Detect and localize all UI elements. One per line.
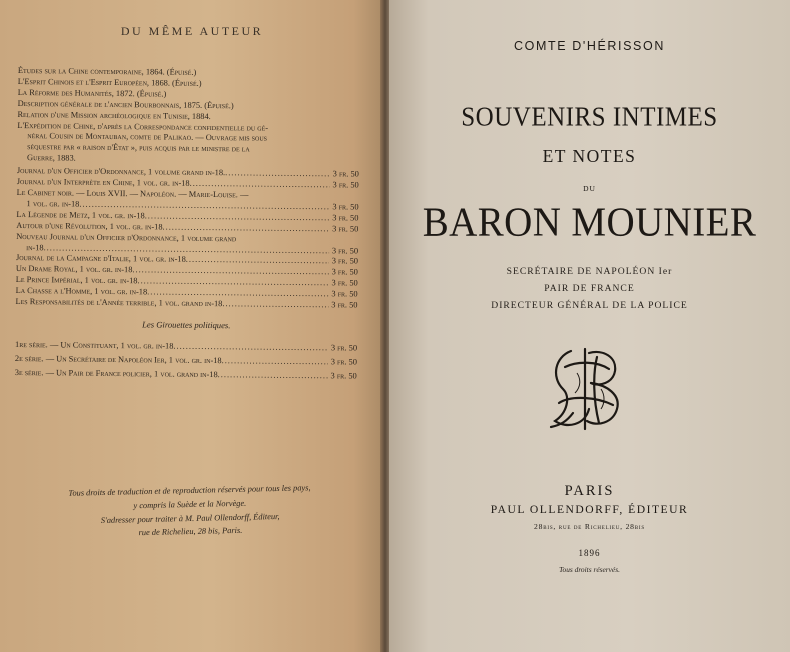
title-line-3: DU [583,184,596,193]
work-price: 3 fr. 50 [330,357,357,367]
legal-line: y compris la Suède et la Norvège. [133,498,247,511]
work-price: 3 fr. 50 [331,256,359,266]
work-entry: Le Cabinet noir. — Louis XVII. — Napoléon. — Marie-Louise. — [16,187,249,200]
work-entry: séquestre par « raison d'État », puis acquis par le ministre de la [27,142,250,154]
work-price: 3 fr. 50 [331,278,358,288]
work-price: 3 fr. 50 [332,223,359,234]
work-entry: Nouveau Journal d'un Officier d'Ordonnance, 1 volume grand [16,231,237,243]
publication-year: 1896 [578,548,601,558]
work-title: Un Drame Royal, 1 vol. gr. in-18 [15,264,133,275]
work-entry: L'Esprit Chinois et l'Esprit Européen, 1868. (Épuisé.) [17,76,202,88]
work-entry [15,297,357,311]
work-title: in-18 [26,242,44,252]
leader-dots [222,299,328,311]
work-price: 3 fr. 50 [332,180,359,190]
subtitle-line-1: SECRÉTAIRE DE NAPOLÉON Ier [506,266,673,277]
work-price: 3 fr. 50 [330,343,358,353]
subtitle-line-2: PAIR DE FRANCE [544,283,635,294]
work-price: 3 fr. 50 [331,267,358,277]
work-price: 3 fr. 50 [332,213,359,223]
work-price: 3 fr. 50 [332,169,359,179]
work-entry: L'Expédition de Chine, d'après la Correspondance confidentielle du gé- [17,120,269,133]
work-entry [15,368,357,382]
work-title: 1 vol. gr. in-18 [26,198,80,209]
work-entry: Description générale de l'ancien Bourbonnais, 1875. (Épuisé.) [17,98,234,110]
legal-notice [19,480,360,543]
author-name: COMTE D'HÉRISSON [514,39,665,53]
leader-dots [173,342,328,355]
work-title: La Chasse a l'Homme, 1 vol. gr. in-18 [15,286,148,297]
left-page [0,0,384,652]
subtitle-line-3: DIRECTEUR GÉNÉRAL DE LA POLICE [491,300,688,311]
work-entry: Relation d'une Mission archéologique en Tunisie, 1884. [17,109,211,121]
legal-line: Tous droits de traduction et de reproduction réservés pour tous les pays, [68,483,311,498]
work-entry: Guerre, 1883. [26,153,76,163]
rights-notice: Tous droits réservés. [559,565,620,574]
work-entry: Études sur la Chine contemporaine, 1864. (Épuisé.) [17,66,197,77]
publisher-name: PAUL OLLENDORFF, ÉDITEUR [490,503,689,516]
work-price: 3 fr. 50 [330,371,357,381]
publisher-monogram-icon [541,343,633,435]
right-page [389,0,790,652]
publication-city: PARIS [564,483,615,499]
legal-line: rue de Richelieu, 28 bis, Paris. [138,526,243,538]
work-title: Autour d'une Révolution, 1 vol. gr. in-18 [16,220,163,232]
work-entry: La Réforme des Humanités, 1872. (Épuisé.) [17,87,167,99]
work-title: La Légende de Metz, 1 vol. gr. in-18 [16,209,145,221]
work-title: Journal d'un Officier d'Ordonnance, 1 volume grand in-18. [16,166,226,178]
title-line-1: SOUVENIRS INTIMES [461,102,718,133]
work-price: 3 fr. 50 [331,245,359,256]
work-title: 3e série. — Un Pair de France policier, 1 vol. grand in-18 [14,367,218,379]
work-title: Journal d'un Interprète en Chine, 1 vol. gr. in-18 [16,177,190,188]
work-entry [15,340,357,354]
work-price: 3 fr. 50 [332,202,359,212]
publisher-address: 28bis, rue de Richelieu, 28bis [534,522,645,531]
series-heading: Les Girouettes politiques. [142,319,231,331]
works-list [15,66,360,385]
leader-dots [222,356,328,368]
work-title: Les Responsabilités de l'Année terrible, 1 vol. grand in-18 [15,297,223,309]
work-price: 3 fr. 50 [331,300,358,310]
work-entry [15,354,357,368]
left-page-title: DU MÊME AUTEUR [120,24,264,38]
work-title: Le Prince Impérial, 1 vol. gr. in-18 [15,275,138,286]
work-entry: néral Cousin de Montauban, comte de Palikao. — Ouvrage mis sous [27,131,268,144]
work-title: 2e série. — Un Secrétaire de Napoléon Ier, 1 vol. gr. in-18 [14,353,222,365]
title-line-4: BARON MOUNIER [422,199,757,246]
work-title: Journal de la Campagne d'Italie, 1 vol. gr. in-18 [15,253,186,265]
work-title: 1re série. — Un Constituant, 1 vol. gr. in-18 [15,339,174,351]
work-price: 3 fr. 50 [331,289,358,299]
title-line-2: ET NOTES [542,146,637,166]
leader-dots [218,370,328,382]
legal-line: S'adresser pour traiter à M. Paul Ollendorff, Éditeur, [100,511,280,525]
